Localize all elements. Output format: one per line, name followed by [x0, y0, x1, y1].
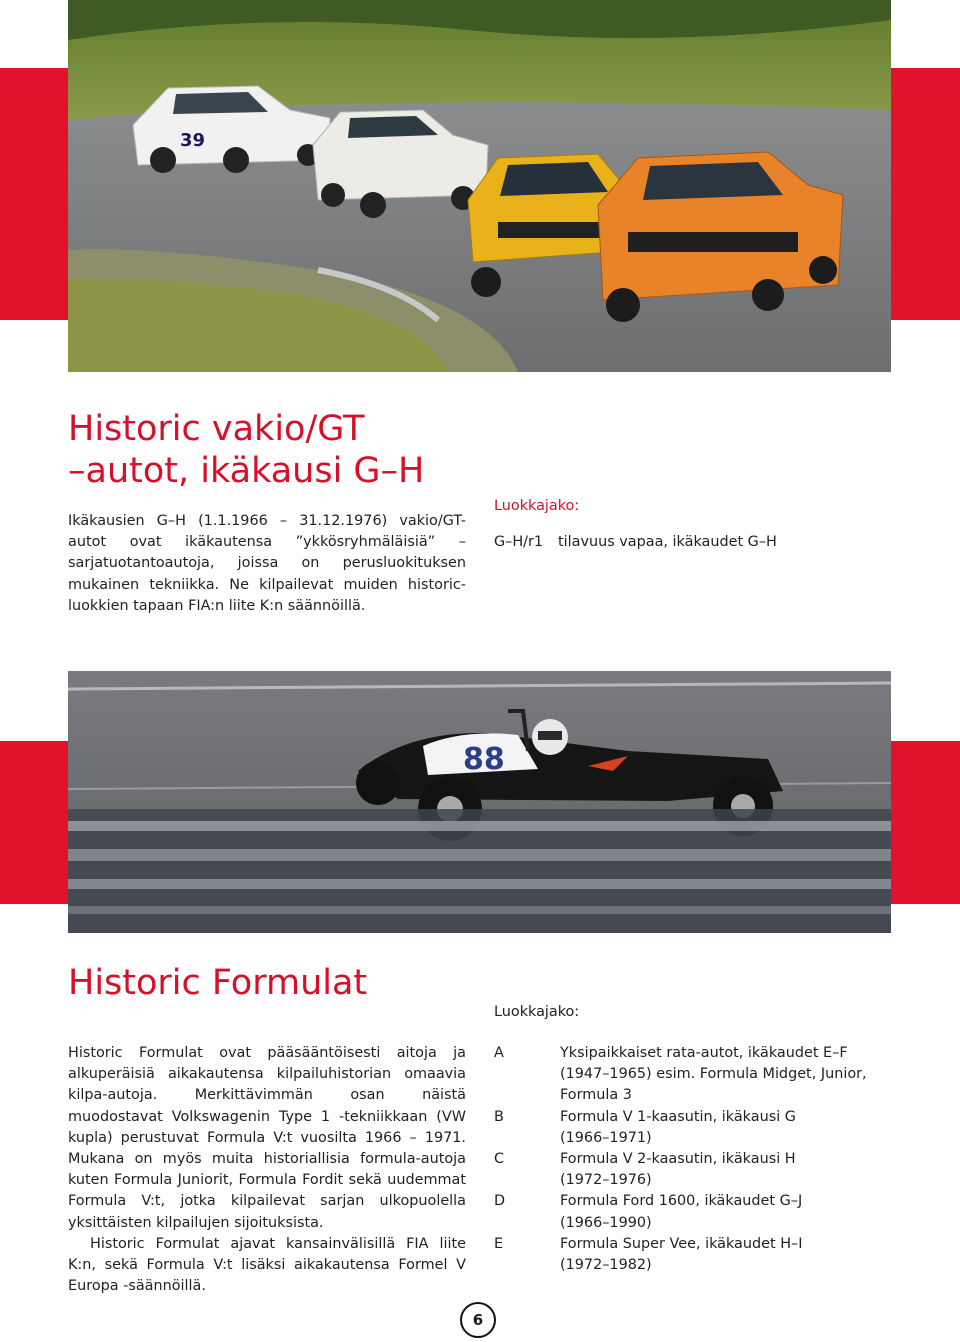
class-row [494, 1043, 890, 1107]
formulat-paragraph-1: Historic Formulat ovat pääsääntöisesti aitoja ja alkuperäisiä aikakautensa kilpailuhistorian omaavia kilpa-autoja. Merkittävimmän osan näistä muodostavat Volkswagenin Type 1 -tekniikkaan (VW kupla) perustuvat Formula V:t vuosilta 1966 – 1971. Mukana on myös muita historiallisia formula-autoja kuten Formula Juniorit, Formula Fordit sekä uudemmat Formula V:t, jotka kilpailevat sarjan ulkopuolella yksittäisten kilpailujen sijoituksista. [68, 1045, 466, 1231]
heading-line-1: Historic vakio/GT [68, 409, 365, 449]
section-heading-vakio-gt [68, 408, 488, 492]
touring-cars-photo [68, 0, 891, 372]
class-description: Formula V 2-kaasutin, ikäkausi H (1972–1976) [560, 1151, 796, 1189]
heading-line-2: –autot, ikäkausi G–H [68, 451, 425, 491]
class-row [494, 1191, 890, 1233]
classification-list-1 [494, 532, 777, 553]
svg-text:39: 39 [180, 130, 206, 151]
class-code: E [494, 1235, 504, 1252]
classification-label-1: Luokkajako: [494, 498, 580, 514]
vakio-gt-paragraph: Ikäkausien G–H (1.1.1966 – 31.12.1976) vakio/GT-autot ovat ikäkautensa ”ykkösryhmäläisiä” – sarjatuotantoautoja, joissa on perusluokituksen mukainen tekniikka. Ne kilpailevat muiden historic-luokkien tapaan FIA:n liite K:n säännöillä. [68, 513, 466, 614]
formulat-paragraph-2: Historic Formulat ajavat kansainvälisillä FIA liite K:n, sekä Formula V:t lisäksi aikakautensa Formel V Europa -säännöillä. [68, 1235, 466, 1295]
class-description: Yksipaikkaiset rata-autot, ikäkaudet E–F (1947–1965) esim. Formula Midget, Junior, Formula 3 [560, 1045, 867, 1104]
classification-label-2: Luokkajako: [494, 1004, 580, 1020]
class-code: G–H/r1 [494, 534, 544, 550]
class-row [494, 1234, 890, 1276]
red-edge-bar-left-top [0, 68, 74, 320]
red-edge-bar-left-bottom [0, 741, 74, 904]
class-code: B [494, 1108, 504, 1125]
class-description: Formula Super Vee, ikäkaudet H–I (1972–1982) [560, 1235, 803, 1274]
touring-cars-illustration [68, 0, 891, 372]
formula-car-photo [68, 671, 891, 933]
class-description: Formula V 1-kaasutin, ikäkausi G (1966–1971) [560, 1108, 796, 1146]
formulat-text [68, 1043, 466, 1297]
class-code: A [494, 1045, 504, 1061]
class-code: C [494, 1151, 505, 1168]
class-row [494, 1107, 890, 1149]
red-edge-bar-right-top [886, 68, 960, 320]
class-row [494, 1149, 890, 1191]
class-code: D [494, 1193, 506, 1210]
class-row [494, 532, 777, 553]
class-description: Formula Ford 1600, ikäkaudet G–J (1966–1990) [560, 1193, 803, 1231]
red-edge-bar-right-bottom [886, 741, 960, 904]
formula-car-illustration [68, 671, 891, 933]
section-heading-formulat: Historic Formulat [68, 963, 368, 1003]
classification-list-2 [494, 1043, 890, 1276]
page-number: 6 [460, 1302, 496, 1338]
class-description: tilavuus vapaa, ikäkaudet G–H [558, 534, 777, 550]
svg-text:88: 88 [463, 742, 505, 777]
